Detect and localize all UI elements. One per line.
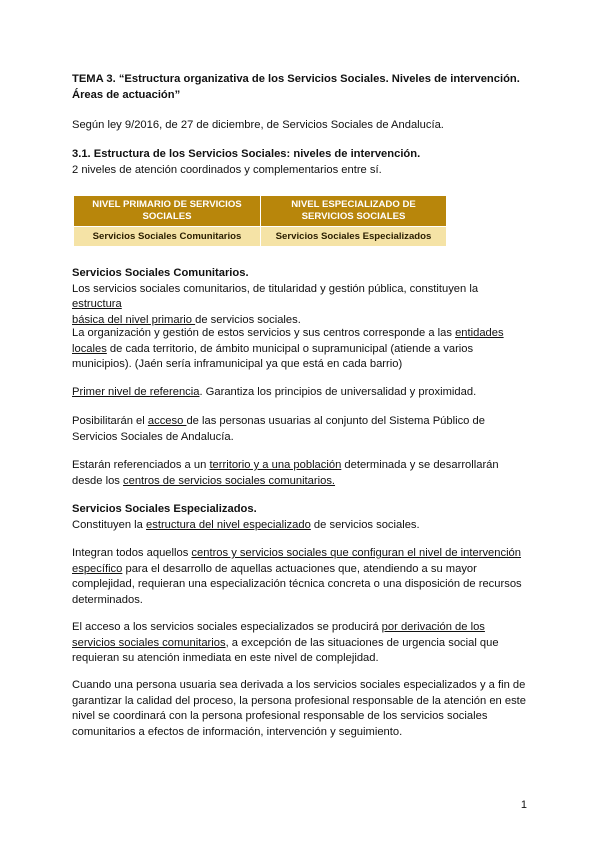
document-title (72, 72, 530, 103)
comunitarios-block: Servicios Sociales Comunitarios. Los servicios sociales comunitarios, de titularidad y gestión pública, constituyen la estructura básica del nivel primario de servicios sociales. (72, 267, 479, 326)
comunitarios-paragraph-2: La organización y gestión de estos servicios y sus centros corresponde a las entidades locales de cada territorio, de ámbito municipal o supramunicipal (atiende a varios municipios). (Jaén sería inframunicipal ya que está en cada barrio) (72, 327, 504, 371)
section-subtitle: 2 niveles de atención coordinados y complementarios entre sí. (72, 163, 382, 176)
section-heading: 3.1. Estructura de los Servicios Sociales: niveles de intervención. (72, 148, 421, 160)
cell-especializados: Servicios Sociales Especializados (261, 227, 446, 246)
section-intro (72, 147, 530, 178)
comunitarios-heading: Servicios Sociales Comunitarios. (72, 267, 249, 279)
comunitarios-paragraph-3: Primer nivel de referencia. Garantiza los principios de universalidad y proximidad. (72, 386, 477, 398)
levels-table (74, 196, 446, 248)
comunitarios-paragraph-5: Estarán referenciados a un territorio y a una población determinada y se desarrollarán desde los centros de servicios sociales comunitarios. (72, 459, 499, 487)
header-primary-level: NIVEL PRIMARIO DE SERVICIOS SOCIALES (74, 196, 260, 226)
especializados-heading: Servicios Sociales Especializados. (72, 503, 257, 515)
cell-comunitarios: Servicios Sociales Comunitarios (74, 227, 260, 246)
title-line-1: TEMA 3. “Estructura organizativa de los Servicios Sociales. Niveles de intervención. (72, 73, 520, 85)
especializados-paragraph-4: Cuando una persona usuaria sea derivada a los servicios sociales especializados y a fin de garantizar la calidad del proceso, la persona profesional responsable de la atención en este nivel se coordinará con la persona profesional responsable de los servicios sociales comunitarios a efectos de información, intervención y seguimiento. (72, 679, 527, 738)
title-line-2: Áreas de actuación” (72, 88, 181, 101)
especializados-block: Servicios Sociales Especializados. Constituyen la estructura del nivel especializado de servicios sociales. (72, 503, 420, 531)
header-specialized-level: NIVEL ESPECIALIZADO DE SERVICIOS SOCIALES (261, 196, 446, 226)
law-reference: Según ley 9/2016, de 27 de diciembre, de Servicios Sociales de Andalucía. (72, 119, 444, 131)
page-number: 1 (520, 799, 527, 811)
especializados-paragraph-3: El acceso a los servicios sociales especializados se producirá por derivación de los servicios sociales comunitarios, a excepción de las situaciones de urgencia social que requieran su atención inmediata en este nivel de complejidad. (72, 621, 499, 665)
comunitarios-paragraph-4: Posibilitarán el acceso de las personas usuarias al conjunto del Sistema Público de Servicios Sociales de Andalucía. (72, 415, 485, 443)
especializados-paragraph-2: Integran todos aquellos centros y servicios sociales que configuran el nivel de intervención específico para el desarrollo de aquellas actuaciones que, atendiendo a su mayor complejidad, requieran una especialización técnica concreta o una disposición de recursos determinados. (72, 547, 522, 606)
